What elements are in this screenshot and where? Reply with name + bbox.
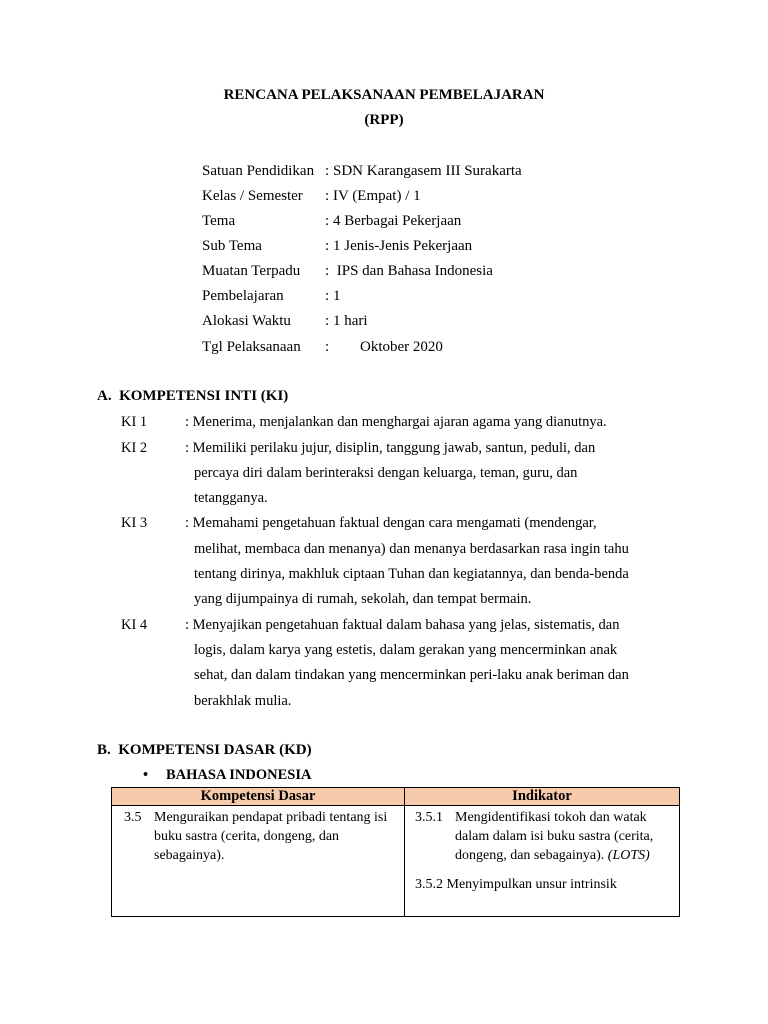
identity-sep: : [325, 288, 330, 304]
kd-number: 3.5 [124, 810, 142, 825]
ki-text-line: berakhlak mulia. [194, 693, 292, 709]
ki-text-line: tetangganya. [194, 490, 268, 506]
table-header-indicator: Indikator [405, 788, 680, 806]
identity-value: IPS dan Bahasa Indonesia [333, 263, 493, 279]
ki-code: KI 2 [121, 440, 148, 456]
section-a-heading: A. KOMPETENSI INTI (KI) [97, 388, 289, 404]
ki-code: KI 3 [121, 515, 148, 531]
ki-text-line: : Menerima, menjalankan dan menghargai ajaran agama yang dianutnya. [185, 414, 607, 430]
ki-text-line: : Menyajikan pengetahuan faktual dalam bahasa yang jelas, sistematis, dan [185, 617, 620, 633]
ki-text-line: melihat, membaca dan menanya) dan menanya berdasarkan rasa ingin tahu [194, 541, 629, 557]
ki-text-line: logis, dalam karya yang estetis, dalam gerakan yang mencerminkan anak [194, 642, 618, 658]
indicator-1 [405, 806, 679, 865]
identity-sep: : [325, 188, 330, 204]
indicator-2: 3.5.2 Menyimpulkan unsur intrinsik [415, 877, 617, 892]
identity-value: 1 [333, 288, 341, 304]
indicator-1-tag: (LOTS) [607, 848, 650, 863]
ki-code: KI 4 [121, 617, 148, 633]
identity-label: Tema [202, 213, 236, 229]
identity-sep: : [325, 213, 330, 229]
table-row [112, 806, 680, 917]
ki-text-line: : Memiliki perilaku jujur, disiplin, tanggung jawab, santun, peduli, dan [185, 440, 596, 456]
indicator-1-text: Mengidentifikasi tokoh dan watak dalam dalam isi buku sastra (cerita, dongeng, dan sebagainya). [455, 810, 654, 863]
ki-text-line: yang dijumpainya di rumah, sekolah, dan tempat bermain. [194, 591, 532, 607]
ki-code: KI 1 [121, 414, 148, 430]
identity-label: Pembelajaran [202, 288, 284, 304]
indicator-1-number: 3.5.1 [415, 810, 443, 825]
indicator-cell [405, 806, 680, 917]
bullet-dot: • [143, 767, 149, 783]
table-header-row [112, 788, 680, 806]
subject-heading: BAHASA INDONESIA [166, 767, 312, 783]
identity-sep: : [325, 263, 330, 279]
kd-table [111, 787, 680, 917]
identity-value: 4 Berbagai Pekerjaan [333, 213, 462, 229]
identity-value: IV (Empat) / 1 [333, 188, 421, 204]
identity-value: SDN Karangasem III Surakarta [333, 163, 522, 179]
table-header-kd: Kompetensi Dasar [112, 788, 405, 806]
ki-text-line: sehat, dan dalam tindakan yang mencerminkan peri-laku anak beriman dan [194, 667, 629, 683]
document-subtitle: (RPP) [364, 112, 404, 128]
ki-text-line: tentang dirinya, makhluk ciptaan Tuhan dan kegiatannya, dan benda-benda [194, 566, 629, 582]
identity-label: Tgl Pelaksanaan [202, 339, 301, 355]
identity-label: Kelas / Semester [202, 188, 303, 204]
identity-value: 1 Jenis-Jenis Pekerjaan [333, 238, 473, 254]
identity-sep: : [325, 238, 330, 254]
identity-value: 1 hari [333, 313, 368, 329]
ki-text-line: percaya diri dalam berinteraksi dengan keluarga, teman, guru, dan [194, 465, 578, 481]
indicator-1-body [455, 808, 671, 865]
kd-cell [112, 806, 405, 917]
identity-label: Satuan Pendidikan [202, 163, 315, 179]
document-title: RENCANA PELAKSANAAN PEMBELAJARAN [223, 87, 545, 103]
identity-sep: : [325, 339, 330, 355]
identity-sep: : [325, 313, 330, 329]
ki-text-line: : Memahami pengetahuan faktual dengan cara mengamati (mendengar, [185, 515, 597, 531]
section-b-heading: B. KOMPETENSI DASAR (KD) [97, 742, 312, 758]
identity-sep: : [325, 163, 330, 179]
identity-label: Muatan Terpadu [202, 263, 301, 279]
identity-label: Sub Tema [202, 238, 262, 254]
kd-text: Menguraikan pendapat pribadi tentang isi buku sastra (cerita, dongeng, dan sebagainya). [154, 810, 388, 863]
identity-label: Alokasi Waktu [202, 313, 291, 329]
identity-value: Oktober 2020 [360, 339, 443, 355]
